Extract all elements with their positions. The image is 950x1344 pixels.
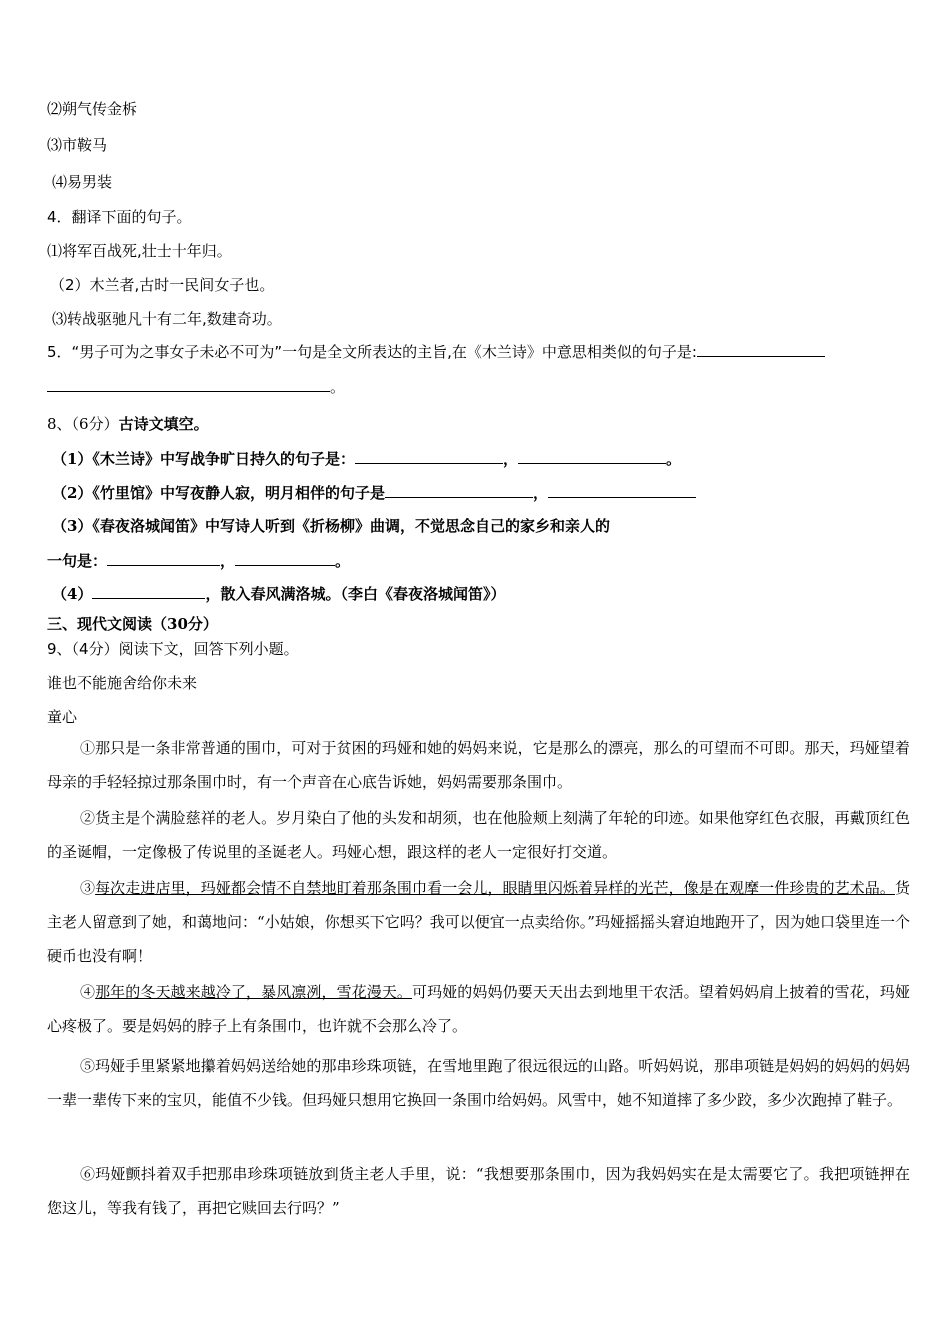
q8-item-2 bbox=[52, 483, 696, 503]
paragraph-6: ⑥玛娅颤抖着双手把那串珍珠项链放到货主老人手里，说：“我想要那条围巾，因为我妈妈实在是太需要它了。我把项链押在您这儿，等我有钱了，再把它赎回去行吗？” bbox=[47, 1165, 910, 1217]
q5-question bbox=[47, 342, 825, 362]
item-2: ⑵朔气传金柝 bbox=[47, 100, 138, 118]
paragraph-2: ②货主是个满脸慈祥的老人。岁月染白了他的头发和胡须，也在他脸颊上刻满了年轮的印迹。如果他穿红色衣服，再戴顶红色的圣诞帽，一定像极了传说里的圣诞老人。玛娅心想，跟这样的老人一定很好打交道。 bbox=[47, 809, 910, 861]
q5-answer-blank-2[interactable] bbox=[47, 377, 330, 392]
q5-end: 。 bbox=[330, 378, 346, 396]
paragraph-4 bbox=[47, 975, 910, 1043]
paragraph-4-rest: 可玛娅的妈妈仍要天天出去到地里干农活。望着妈妈肩上披着的雪花，玛娅心疼极了。要是妈妈的脖子上有条围巾，也许就不会那么冷了。 bbox=[47, 983, 910, 1035]
q8-item-4-prefix: （4） bbox=[52, 585, 93, 603]
article-title: 谁也不能施舍给你未来 bbox=[47, 674, 198, 692]
q8-item-1-blank-1[interactable] bbox=[355, 449, 503, 464]
q8-item-1-text: （1）《木兰诗》中写战争旷日持久的句子是： bbox=[52, 450, 355, 468]
paragraph-4-num: ④ bbox=[80, 983, 96, 1001]
q8-item-1 bbox=[52, 449, 681, 469]
q5-continue bbox=[47, 377, 345, 397]
q9-intro: 9、（4分）阅读下文，回答下列小题。 bbox=[47, 640, 299, 658]
q8-title: 古诗文填空。 bbox=[118, 415, 209, 433]
paragraph-3 bbox=[47, 871, 910, 973]
paragraph-3-underlined: 每次走进店里，玛娅都会情不自禁地盯着那条围巾看一会儿，眼睛里闪烁着异样的光芒，像是在观摩一件珍贵的艺术品。 bbox=[95, 879, 895, 897]
q8-item-3-period: 。 bbox=[335, 552, 351, 570]
q8-item-4-text: ，散入春风满洛城。（李白《春夜洛城闻笛》） bbox=[205, 585, 506, 603]
q8-item-1-comma: ， bbox=[502, 450, 518, 468]
section-3-title: 三、现代文阅读（30分） bbox=[47, 615, 218, 633]
article-author: 童心 bbox=[47, 708, 78, 726]
q8-heading bbox=[47, 414, 209, 434]
q8-item-3-comma: ， bbox=[220, 552, 236, 570]
q8-item-2-blank-1[interactable] bbox=[385, 483, 533, 498]
q8-item-4 bbox=[52, 584, 505, 604]
q8-item-3: （3）《春夜洛城闻笛》中写诗人听到《折杨柳》曲调，不觉思念自己的家乡和亲人的 bbox=[52, 517, 610, 535]
q8-item-1-period: 。 bbox=[665, 450, 681, 468]
item-4: ⑷易男装 bbox=[52, 173, 113, 191]
item-3: ⑶市鞍马 bbox=[47, 136, 108, 154]
q4-sentence-3: ⑶转战驱驰凡十有二年,数建奇功。 bbox=[52, 310, 282, 328]
q8-item-4-blank[interactable] bbox=[92, 584, 205, 599]
q8-item-1-blank-2[interactable] bbox=[518, 449, 666, 464]
paragraph-1: ①那只是一条非常普通的围巾，可对于贫困的玛娅和她的妈妈来说，它是那么的漂亮，那么的可望而不可即。那天，玛娅望着母亲的手轻轻掠过那条围巾时，有一个声音在心底告诉她，妈妈需要那条围巾。 bbox=[47, 739, 910, 791]
q8-item-2-blank-2[interactable] bbox=[548, 483, 696, 498]
q5-text: 5．“男子可为之事女子未必不可为”一句是全文所表达的主旨,在《木兰诗》中意思相类似的句子是: bbox=[47, 343, 697, 361]
paragraph-4-underlined: 那年的冬天越来越冷了，暴风凛冽，雪花漫天。 bbox=[95, 983, 413, 1001]
q8-item-2-comma: ， bbox=[532, 484, 548, 502]
q8-prefix: 8、（6分） bbox=[47, 415, 119, 433]
q5-answer-blank-1[interactable] bbox=[697, 342, 825, 357]
paragraph-5: ⑤玛娅手里紧紧地攥着妈妈送给她的那串珍珠项链，在雪地里跑了很远很远的山路。听妈妈说，那串项链是妈妈的妈妈的妈妈一辈一辈传下来的宝贝，能值不少钱。但玛娅只想用它换回一条围巾给妈妈。风雪中，她不知道摔了多少跤，多少次跑掉了鞋子。 bbox=[47, 1057, 910, 1109]
q8-item-3-cont bbox=[47, 551, 350, 571]
q8-item-3-blank-1[interactable] bbox=[107, 551, 220, 566]
paragraph-3-rest: 货主老人留意到了她，和蔼地问：“小姑娘，你想买下它吗？我可以便宜一点卖给你。”玛娅摇摇头窘迫地跑开了，因为她口袋里连一个硬币也没有啊！ bbox=[47, 879, 910, 965]
paragraph-3-num: ③ bbox=[80, 879, 96, 897]
q8-item-2-text: （2）《竹里馆》中写夜静人寂，明月相伴的句子是 bbox=[52, 484, 385, 502]
q8-item-3b-text: 一句是： bbox=[47, 552, 108, 570]
q4-sentence-1: ⑴将军百战死,壮士十年归。 bbox=[47, 242, 232, 260]
q4-title: 4．翻译下面的句子。 bbox=[47, 208, 192, 226]
q8-item-3-blank-2[interactable] bbox=[235, 551, 335, 566]
q4-sentence-2: （2）木兰者,古时一民间女子也。 bbox=[50, 276, 275, 294]
